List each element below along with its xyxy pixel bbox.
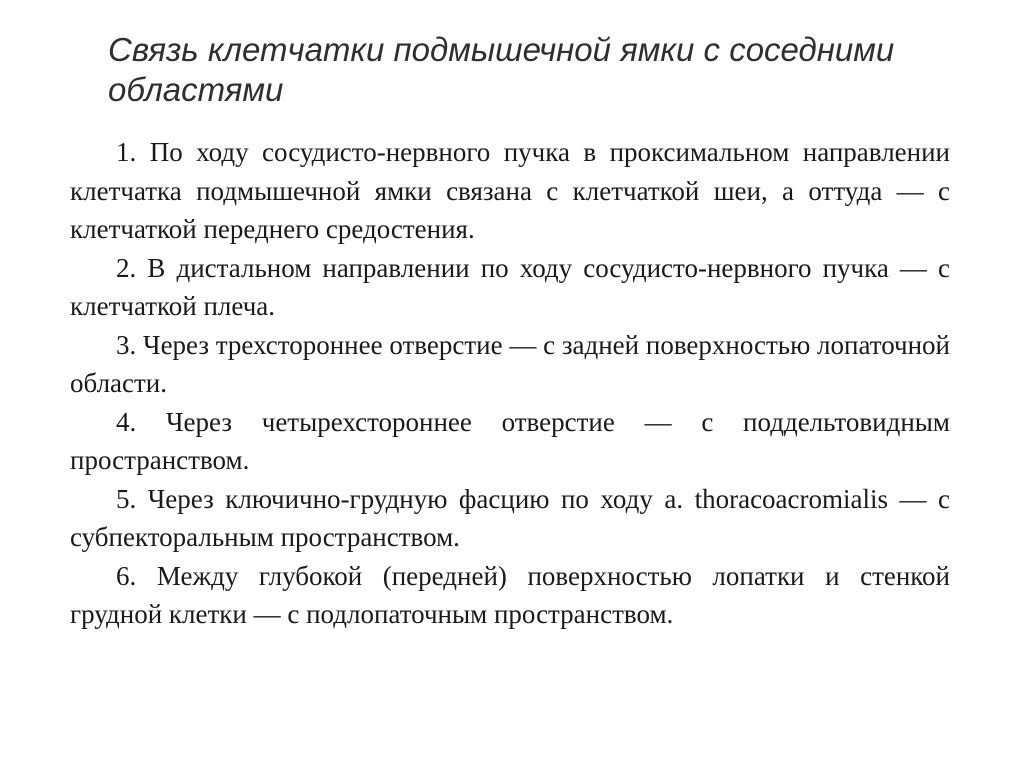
list-item-5: 5. Через ключично-грудную фасцию по ходу a. thoracoacromialis — с субпекторальным пространством. — [70, 483, 950, 552]
list-item-3: 3. Через трехстороннее отверстие — с задней поверхностью лопаточной области. — [70, 329, 950, 398]
list-item-6: 6. Между глубокой (передней) поверхностью лопатки и стенкой грудной клетки — с подлопаточным пространством. — [70, 560, 950, 629]
list-item-4: 4. Через четырехстороннее отверстие — с поддельтовидным пространством. — [70, 406, 950, 475]
slide-title: Связь клетчатки подмышечной ямки с соседними областями — [108, 31, 895, 108]
slide-body — [70, 133, 950, 634]
list-item-1: 1. По ходу сосудисто-нервного пучка в проксимальном направлении клетчатка подмышечной ямки связана с клетчаткой шеи, а оттуда — с клетчаткой переднего средостения. — [70, 137, 950, 244]
list-item-2: 2. В дистальном направлении по ходу сосудисто-нервного пучка — с клетчаткой плеча. — [70, 252, 950, 321]
